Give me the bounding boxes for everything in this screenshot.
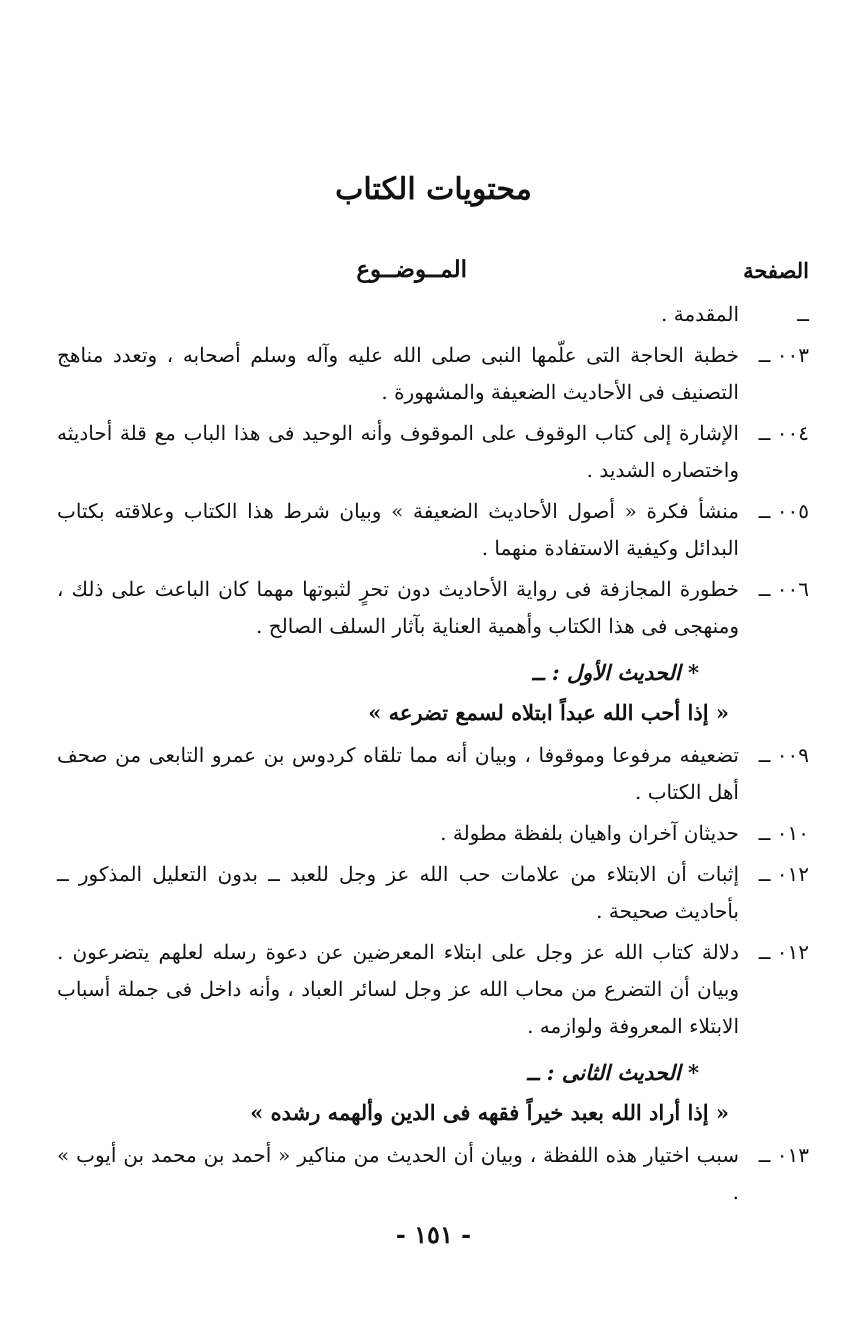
toc-entry <box>57 337 809 411</box>
toc-entry-page: ٠٠٦ ــ <box>758 577 809 601</box>
toc-entry-page: ٠٠٣ ــ <box>758 343 809 367</box>
toc-entry-page: ــ <box>797 302 809 326</box>
toc-entry-page: ٠١٢ ــ <box>758 862 809 886</box>
toc-entry-text: دلالة كتاب الله عز وجل على ابتلاء المعرضين عن دعوة رسله لعلهم يتضرعون . وبيان أن التضرع من محاب الله عز وجل لسائر العباد ، وأنه داخل فى جملة أسباب الابتلاء المعروفة ولوازمه . <box>57 940 739 1038</box>
hadith-section-heading: * الحديث الثانى : ــ <box>527 1060 699 1085</box>
toc-entry-page: ٠١٠ ــ <box>758 821 809 845</box>
toc-entry <box>57 571 809 645</box>
toc-entry-text: سبب اختيار هذه اللفظة ، وبيان أن الحديث من مناكير « أحمد بن محمد بن أيوب » . <box>57 1143 739 1204</box>
toc-entry-text: إثبات أن الابتلاء من علامات حب الله عز وجل للعبد ــ بدون التعليل المذكور ــ بأحاديث صحيحة . <box>57 862 740 923</box>
hadith-text-quote: « إذا أراد الله بعبد خيراً فقهه فى الدين وألهمه رشده » <box>250 1100 729 1125</box>
toc-entry <box>57 415 809 489</box>
toc-entry-text: الإشارة إلى كتاب الوقوف على الموقوف وأنه الوحيد فى هذا الباب مع قلة أحاديثه واختصاره الشديد . <box>57 421 739 482</box>
toc-entry-page: ٠١٢ ــ <box>758 940 809 964</box>
toc-entry-text: المقدمة . <box>661 302 739 326</box>
toc-entry-page: ٠٠٤ ــ <box>758 421 809 445</box>
toc-entry-text: خطبة الحاجة التى علّمها النبى صلى الله عليه وآله وسلم أصحابه ، وتعدد مناهج التصنيف فى الأحاديث الضعيفة والمشهورة . <box>57 343 739 404</box>
page-column-header: الصفحة <box>743 258 809 283</box>
toc-entry-text: تضعيفه مرفوعا وموقوفا ، وبيان أنه مما تلقاه كردوس بن عمرو التابعى من صحف أهل الكتاب . <box>57 743 739 804</box>
toc-entry <box>57 493 809 567</box>
hadith-text-quote: « إذا أحب الله عبداً ابتلاه لسمع تضرعه » <box>368 700 729 725</box>
toc-entry <box>57 934 809 1045</box>
page-title: محتويات الكتاب <box>335 172 532 207</box>
toc-entry-page: ٠٠٩ ــ <box>758 743 809 767</box>
hadith-section-heading: * الحديث الأول : ــ <box>532 660 699 685</box>
toc-entry <box>57 815 809 852</box>
toc-entry-text: حديثان آخران واهيان بلفظة مطولة . <box>440 821 739 845</box>
toc-entry-page: ٠٠٥ ــ <box>758 499 809 523</box>
table-of-contents <box>57 296 809 1215</box>
topic-column-header: المــوضــوع <box>356 256 467 283</box>
toc-entry <box>57 296 809 333</box>
toc-entry <box>57 856 809 930</box>
toc-entry <box>57 1137 809 1211</box>
toc-entry-text: خطورة المجازفة فى رواية الأحاديث دون تحرٍ لثبوتها مهما كان الباعث على ذلك ، ومنهجى فى هذا الكتاب وأهمية العناية بآثار السلف الصالح . <box>57 577 739 638</box>
page-number: - ١٥١ - <box>395 1220 472 1249</box>
toc-entry <box>57 737 809 811</box>
toc-entry-text: منشأ فكرة « أصول الأحاديث الضعيفة » وبيان شرط هذا الكتاب وعلاقته بكتاب البدائل وكيفية الاستفادة منهما . <box>57 499 739 560</box>
toc-entry-page: ٠١٣ ــ <box>758 1143 809 1167</box>
